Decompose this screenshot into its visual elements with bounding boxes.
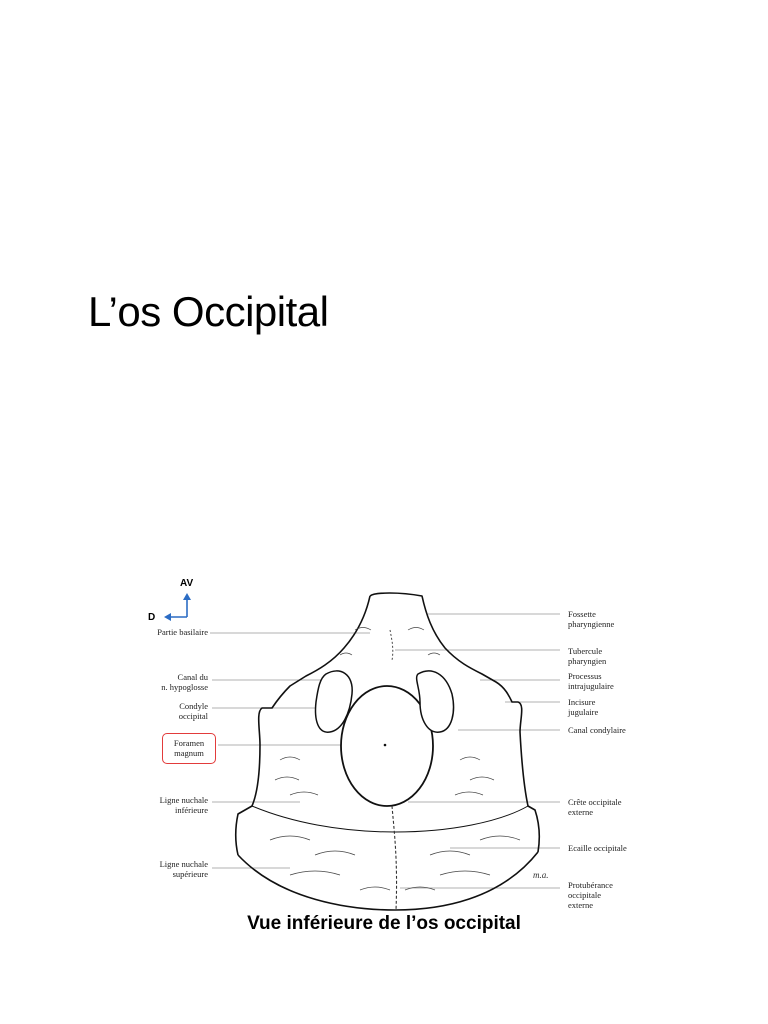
label-fossette-pharyngienne: Fossette pharyngienne	[568, 609, 615, 629]
label-foramen-magnum: Foramen magnum	[162, 733, 216, 764]
artist-signature: m.a.	[533, 870, 549, 880]
label-processus-intrajugulaire: Processus intrajugulaire	[568, 671, 614, 691]
label-protuberance-occipitale-externe: Protubérance occipitale externe	[568, 880, 613, 910]
orientation-up-label: AV	[180, 578, 194, 589]
label-canal-hypoglosse: Canal du n. hypoglosse	[161, 672, 208, 692]
label-canal-condylaire: Canal condylaire	[568, 725, 626, 735]
page-title: L’os Occipital	[88, 288, 329, 335]
label-tubercule-pharyngien: Tubercule pharyngien	[568, 646, 607, 666]
orientation-arrows	[164, 593, 191, 621]
label-partie-basilaire: Partie basilaire	[157, 627, 208, 637]
figure-caption: Vue inférieure de l’os occipital	[247, 913, 521, 934]
pharyngeal-crest-line	[390, 630, 393, 660]
occipital-crest-line	[392, 806, 397, 910]
label-ecaille-occipitale: Ecaille occipitale	[568, 843, 627, 853]
foramen-magnum-point	[384, 744, 387, 747]
foramen-magnum-shape	[341, 686, 433, 806]
label-condyle-occipital: Condyle occipital	[178, 701, 208, 721]
orientation-left-label: D	[148, 612, 156, 623]
label-incisure-jugulaire: Incisure jugulaire	[568, 697, 599, 717]
occipital-bone-figure	[140, 570, 640, 930]
label-crete-occipitale-externe: Crête occipitale externe	[568, 797, 622, 817]
label-ligne-nuchale-superieure: Ligne nuchale supérieure	[159, 859, 208, 879]
label-ligne-nuchale-inferieure: Ligne nuchale inférieure	[159, 795, 208, 815]
